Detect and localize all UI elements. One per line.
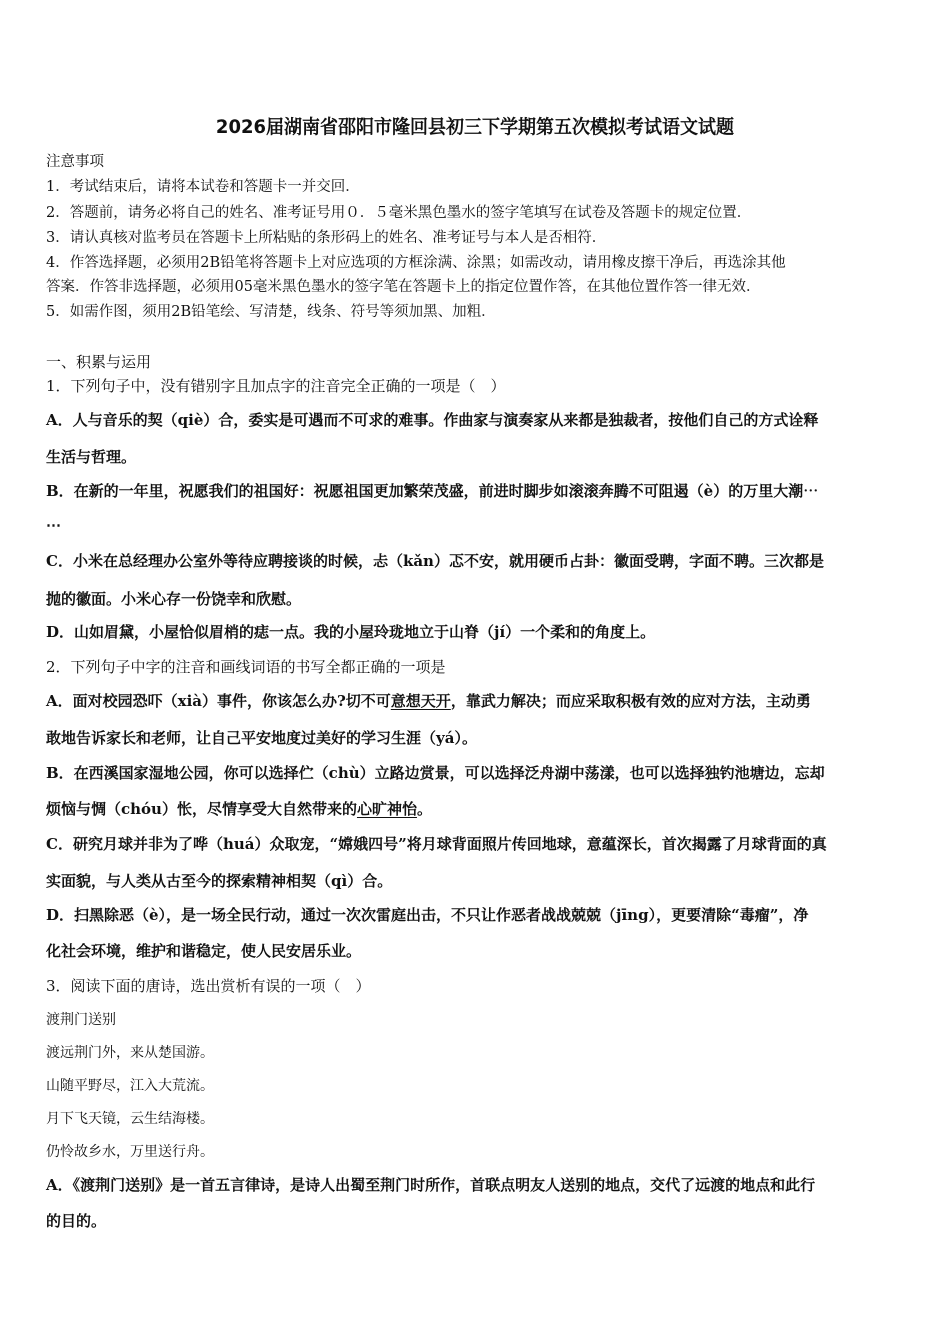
q2-option-d-cont: 化社会环境，维护和谐稳定，使人民安居乐业。	[46, 942, 362, 960]
q1-option-c: C．小米在总经理办公室外等待应聘接谈的时候，忐（kǎn）忑不安，就用硬币占卦：徽面受聘，字面不聘。三次都是	[46, 552, 824, 570]
q2-option-a	[46, 691, 811, 711]
question-1-stem: 1．下列句子中，没有错别字且加点字的注音完全正确的一项是（ ）	[46, 377, 506, 395]
poem-line-4: 仍怜故乡水，万里送行舟。	[46, 1144, 214, 1160]
q2-option-a-cont: 敢地告诉家长和老师，让自己平安地度过美好的学习生涯（yá）。	[46, 729, 477, 747]
notice-item-1: 1．考试结束后，请将本试卷和答题卡一并交回．	[46, 179, 360, 195]
question-3-stem: 3．阅读下面的唐诗，选出赏析有误的一项（ ）	[46, 977, 371, 995]
q2-option-b-text-end: 。	[416, 800, 432, 818]
q2-option-b-text: 烦恼与惆（chóu）怅，尽情享受大自然带来的	[46, 800, 357, 818]
q2-option-b: B．在西溪国家湿地公园，你可以选择伫（chù）立路边赏景，可以选择泛舟湖中荡漾，也可以选择独钓池塘边，忘却	[46, 764, 825, 782]
q3-option-a-cont: 的目的。	[46, 1212, 107, 1230]
poem-line-2: 山随平野尽，江入大荒流。	[46, 1078, 214, 1094]
q1-option-b-cont: ⋯	[46, 516, 61, 534]
poem-title: 渡荆门送别	[46, 1012, 116, 1028]
poem-line-3: 月下飞天镜，云生结海楼。	[46, 1111, 214, 1127]
q3-option-a: A．《渡荆门送别》是一首五言律诗，是诗人出蜀至荆门时所作，首联点明友人送别的地点，交代了远渡的地点和此行	[46, 1176, 816, 1194]
q1-option-a-cont: 生活与哲理。	[46, 448, 137, 466]
notice-item-4: 4．作答选择题，必须用2B铅笔将答题卡上对应选项的方框涂满、涂黑；如需改动，请用橡皮擦干净后，再选涂其他	[46, 255, 786, 271]
question-2-stem: 2．下列句子中字的注音和画线词语的书写全都正确的一项是	[46, 658, 446, 676]
notice-item-5: 5．如需作图，须用2B铅笔绘、写清楚，线条、符号等须加黑、加粗．	[46, 304, 496, 320]
q2-option-d: D．扫黑除恶（è），是一场全民行动，通过一次次雷庭出击，不只让作恶者战战兢兢（jīng），更要清除“毒瘤”，净	[46, 906, 809, 924]
page-title: 2026届湖南省邵阳市隆回县初三下学期第五次模拟考试语文试题	[215, 116, 735, 138]
section-heading: 一、积累与运用	[46, 353, 152, 371]
q2-option-a-underlined: 意想天开	[390, 692, 451, 710]
q1-option-b: B．在新的一年里，祝愿我们的祖国好：祝愿祖国更加繁荣茂盛，前进时脚步如滚滚奔腾不可阻遏（è）的万里大潮⋯	[46, 482, 819, 500]
q2-option-c: C．研究月球并非为了哗（huá）众取宠，“嫦娥四号”将月球背面照片传回地球，意蕴深长，首次揭露了月球背面的真	[46, 835, 827, 853]
notice-item-3: 3．请认真核对监考员在答题卡上所粘贴的条形码上的姓名、准考证号与本人是否相符．	[46, 230, 607, 246]
q2-option-c-cont: 实面貌，与人类从古至今的探索精神相契（qì）合。	[46, 872, 393, 890]
q2-option-a-text-end: ，靠武力解决；而应采取积极有效的应对方法，主动勇	[450, 692, 811, 710]
q2-option-a-text: A．面对校园恐吓（xià）事件，你该怎么办?切不可	[46, 692, 391, 710]
notice-item-2: 2．答题前，请务必将自己的姓名、准考证号用０．５毫米黑色墨水的签字笔填写在试卷及答题卡的规定位置．	[46, 205, 752, 221]
q1-option-c-cont: 抛的徽面。小米心存一份饶幸和欣慰。	[46, 590, 302, 608]
q1-option-d: D．山如眉黛，小屋恰似眉梢的痣一点。我的小屋玲珑地立于山脊（jí）一个柔和的角度上。	[46, 623, 656, 641]
notice-item-4-cont: 答案．作答非选择题，必须用05毫米黑色墨水的签字笔在答题卡上的指定位置作答，在其他位置作答一律无效．	[46, 279, 761, 295]
q1-option-a: A．人与音乐的契（qiè）合，委实是可遇而不可求的难事。作曲家与演奏家从来都是独裁者，按他们自己的方式诠释	[46, 411, 819, 429]
q2-option-b-cont	[46, 799, 432, 819]
notice-heading: 注意事项	[46, 154, 104, 170]
q2-option-b-underlined: 心旷神怡	[356, 800, 417, 818]
poem-line-1: 渡远荆门外，来从楚国游。	[46, 1045, 214, 1061]
